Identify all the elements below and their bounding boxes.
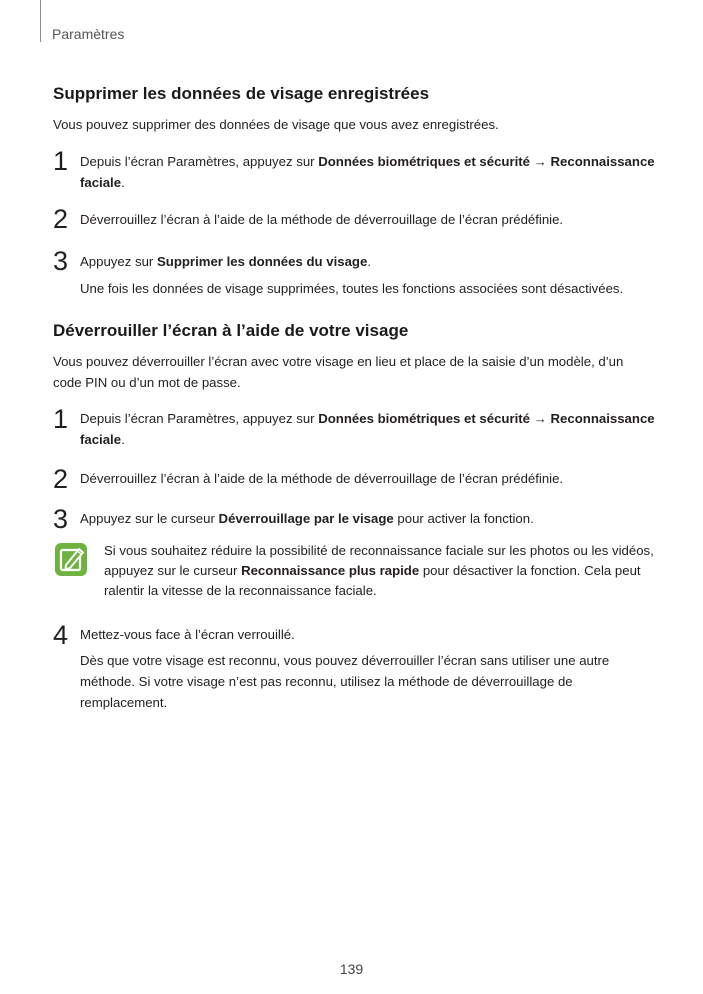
step-detail: Une fois les données de visage supprimées, toutes les fonctions associées sont désactivées. [80, 281, 624, 296]
step-text: Depuis l’écran Paramètres, appuyez sur Données biométriques et sécurité → Reconnaissance faciale. [80, 154, 655, 190]
section-intro-unlock: Vous pouvez déverrouiller l’écran avec votre visage en lieu et place de la saisie d’un modèle, d’un code PIN ou d’un mot de passe. [53, 354, 624, 390]
step-number: 4 [53, 620, 69, 650]
step-detail: Dès que votre visage est reconnu, vous pouvez déverrouiller l’écran sans utiliser une autre méthode. Si votre visage n’est pas reconnu, utilisez la méthode de déverrouillage de remplacement. [80, 653, 610, 710]
section-title-unlock-with-face: Déverrouiller l’écran à l’aide de votre visage [53, 321, 409, 340]
section-title-delete-face-data: Supprimer les données de visage enregistrées [53, 84, 430, 103]
note-pencil-icon [55, 543, 87, 576]
step-number: 2 [53, 464, 69, 494]
page-number: 139 [339, 961, 364, 977]
step-number: 1 [53, 146, 69, 176]
step-number: 3 [53, 246, 69, 276]
section-intro-delete: Vous pouvez supprimer des données de visage que vous avez enregistrées. [53, 117, 499, 132]
page-header-title: Paramètres [52, 26, 125, 42]
step-text: Déverrouillez l’écran à l’aide de la méthode de déverrouillage de l’écran prédéfinie. [80, 471, 564, 486]
step-number: 1 [53, 404, 69, 434]
step-text: Appuyez sur Supprimer les données du visage. [80, 254, 371, 269]
step-number: 3 [53, 504, 69, 534]
header-divider [40, 0, 41, 42]
step-number: 2 [53, 204, 69, 234]
step-text: Appuyez sur le curseur Déverrouillage par le visage pour activer la fonction. [80, 511, 534, 526]
note-text: Si vous souhaitez réduire la possibilité de reconnaissance faciale sur les photos ou les vidéos, appuyez sur le curseur Reconnaissance plus rapide pour désactiver la fonction. Cela peut ralentir la vitesse de la reconnaissance faciale. [104, 543, 654, 598]
step-text: Mettez-vous face à l’écran verrouillé. [80, 627, 295, 642]
step-text: Déverrouillez l’écran à l’aide de la méthode de déverrouillage de l’écran prédéfinie. [80, 212, 564, 227]
step-text: Depuis l’écran Paramètres, appuyez sur Données biométriques et sécurité → Reconnaissance faciale. [80, 411, 655, 447]
